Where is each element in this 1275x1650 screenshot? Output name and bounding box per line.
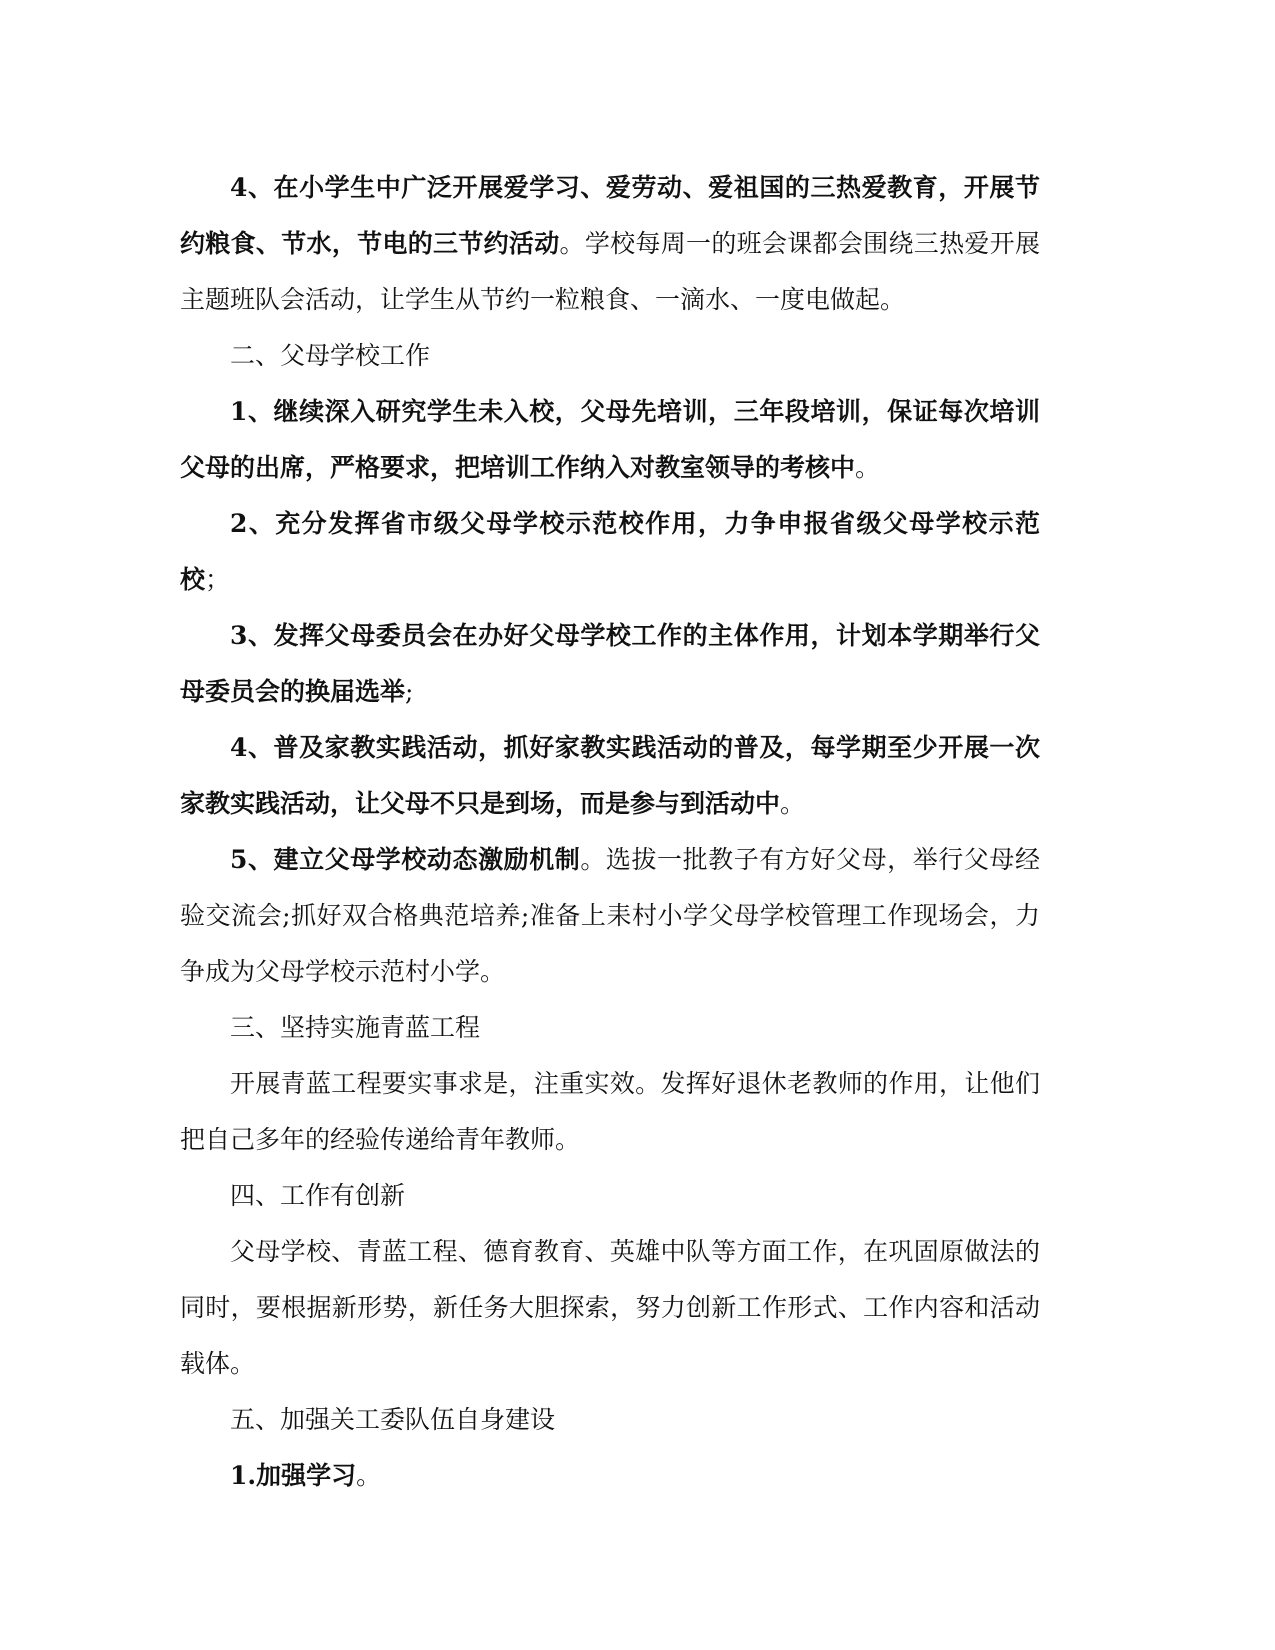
section-heading-qinglan-project [180, 1000, 1040, 1056]
heading-text: 三、坚持实施青蓝工程 [230, 1013, 481, 1042]
body-text: 。选拔一批教子有方好父母，举行父母经验交流会;抓好双合格典范培养;准备上耒村小学父母学校管理工作现场会，力争成为父母学校示范村小学。 [180, 845, 1040, 986]
bold-text: 5、建立父母学校动态激励机制 [230, 845, 581, 874]
heading-text: 五、加强关工委队伍自身建设 [230, 1405, 556, 1434]
bold-text: 4、普及家教实践活动，抓好家教实践活动的普及，每学期至少开展一次家教实践活动，让父母不只是到场，而是参与到活动中 [180, 733, 1040, 818]
body-text: ; [405, 677, 414, 706]
body-text: 。 [855, 453, 881, 482]
body-text: 父母学校、青蓝工程、德育教育、英雄中队等方面工作，在巩固原做法的同时，要根据新形势，新任务大胆探索，努力创新工作形式、工作内容和活动载体。 [180, 1237, 1040, 1378]
body-text: 。 [780, 789, 806, 818]
bold-text: 1、继续深入研究学生未入校，父母先培训，三年段培训，保证每次培训父母的出席，严格要求，把培训工作纳入对教室领导的考核中 [180, 397, 1040, 482]
paragraph-home-education-practice [180, 720, 1040, 832]
paragraph-strengthen-learning [180, 1448, 1040, 1504]
bold-text: 4、在小学生中广泛开展爱学习、爱劳动、爱祖国的三热爱教育，开展节约粮食、节水，节电的三节约活动 [180, 173, 1040, 258]
paragraph-demonstration-school [180, 496, 1040, 608]
paragraph-innovation [180, 1224, 1040, 1392]
bold-text: 1.加强学习 [230, 1461, 357, 1490]
document-body [180, 160, 1040, 1504]
paragraph-incentive-mechanism [180, 832, 1040, 1000]
body-text: 。学校每周一的班会课都会围绕三热爱开展主题班队会活动，让学生从节约一粒粮食、一滴水、一度电做起。 [180, 229, 1040, 314]
section-heading-team-building [180, 1392, 1040, 1448]
body-text: 。 [356, 1461, 382, 1490]
heading-text: 二、父母学校工作 [230, 341, 431, 370]
paragraph-activity-three-love [180, 160, 1040, 328]
body-text: ； [205, 565, 231, 594]
heading-text: 四、工作有创新 [230, 1181, 406, 1210]
paragraph-parent-committee [180, 608, 1040, 720]
body-text: 开展青蓝工程要实事求是，注重实效。发挥好退休老教师的作用，让他们把自己多年的经验传递给青年教师。 [180, 1069, 1040, 1154]
section-heading-innovation [180, 1168, 1040, 1224]
bold-text: 3、发挥父母委员会在办好父母学校工作的主体作用，计划本学期举行父母委员会的换届选举 [180, 621, 1040, 706]
paragraph-training [180, 384, 1040, 496]
bold-text: 2、充分发挥省市级父母学校示范校作用，力争申报省级父母学校示范校 [180, 509, 1040, 594]
section-heading-parent-school [180, 328, 1040, 384]
paragraph-qinglan-project [180, 1056, 1040, 1168]
